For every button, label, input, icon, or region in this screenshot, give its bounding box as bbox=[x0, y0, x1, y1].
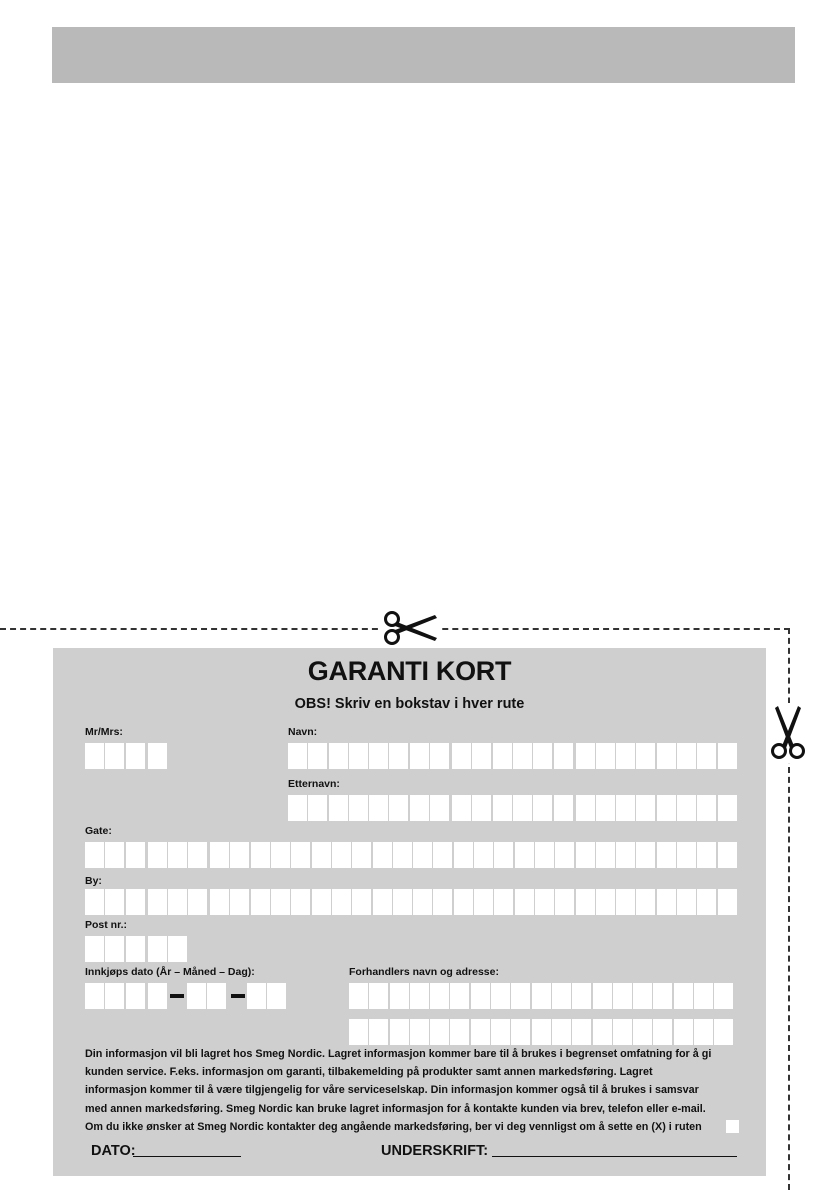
letter-box[interactable] bbox=[247, 983, 266, 1009]
letter-box[interactable] bbox=[697, 889, 716, 915]
letter-box[interactable] bbox=[148, 743, 167, 769]
letter-box[interactable] bbox=[653, 1019, 672, 1045]
letter-box[interactable] bbox=[126, 983, 145, 1009]
privacy-line: kunden service. F.eks. informasjon om garanti, tilbakemelding på produkter samt annen markedsføring. Lagret bbox=[85, 1066, 653, 1079]
letter-box[interactable] bbox=[410, 983, 429, 1009]
letter-box[interactable] bbox=[126, 936, 145, 962]
letter-box[interactable] bbox=[369, 983, 388, 1009]
letter-box[interactable] bbox=[312, 842, 331, 868]
letter-box[interactable] bbox=[552, 1019, 571, 1045]
postnr-label: Post nr.: bbox=[85, 919, 128, 931]
letter-box[interactable] bbox=[718, 743, 737, 769]
letter-box[interactable] bbox=[674, 983, 693, 1009]
navn-boxes[interactable] bbox=[288, 743, 738, 769]
letter-box[interactable] bbox=[718, 842, 737, 868]
letter-box[interactable] bbox=[471, 1019, 490, 1045]
letter-box[interactable] bbox=[493, 743, 512, 769]
letter-box[interactable] bbox=[369, 795, 388, 821]
letter-box[interactable] bbox=[576, 842, 595, 868]
letter-box[interactable] bbox=[513, 743, 532, 769]
letter-box[interactable] bbox=[555, 842, 574, 868]
purchase-month-boxes[interactable] bbox=[187, 983, 228, 1009]
letter-box[interactable] bbox=[515, 889, 534, 915]
letter-box[interactable] bbox=[85, 936, 104, 962]
letter-box[interactable] bbox=[593, 1019, 612, 1045]
letter-box[interactable] bbox=[450, 1019, 469, 1045]
letter-box[interactable] bbox=[308, 743, 327, 769]
letter-box[interactable] bbox=[390, 1019, 409, 1045]
letter-box[interactable] bbox=[493, 795, 512, 821]
letter-box[interactable] bbox=[148, 889, 167, 915]
letter-box[interactable] bbox=[188, 889, 207, 915]
letter-box[interactable] bbox=[187, 983, 206, 1009]
letter-box[interactable] bbox=[373, 889, 392, 915]
letter-box[interactable] bbox=[633, 983, 652, 1009]
marketing-optout-checkbox[interactable] bbox=[726, 1120, 739, 1133]
letter-box[interactable] bbox=[413, 889, 432, 915]
navn-label: Navn: bbox=[288, 726, 318, 738]
letter-box[interactable] bbox=[636, 889, 655, 915]
letter-box[interactable] bbox=[532, 1019, 551, 1045]
letter-box[interactable] bbox=[105, 743, 124, 769]
letter-box[interactable] bbox=[552, 983, 571, 1009]
letter-box[interactable] bbox=[148, 842, 167, 868]
letter-box[interactable] bbox=[596, 795, 615, 821]
letter-box[interactable] bbox=[452, 795, 471, 821]
letter-box[interactable] bbox=[694, 1019, 713, 1045]
dealer-boxes-line2[interactable] bbox=[349, 1019, 735, 1045]
letter-box[interactable] bbox=[593, 983, 612, 1009]
letter-box[interactable] bbox=[454, 889, 473, 915]
purchase-date-label: Innkjøps dato (År – Måned – Dag): bbox=[85, 966, 255, 978]
letter-box[interactable] bbox=[616, 743, 635, 769]
letter-box[interactable] bbox=[349, 795, 368, 821]
letter-box[interactable] bbox=[718, 889, 737, 915]
letter-box[interactable] bbox=[188, 842, 207, 868]
letter-box[interactable] bbox=[533, 795, 552, 821]
letter-box[interactable] bbox=[291, 889, 310, 915]
letter-box[interactable] bbox=[288, 743, 307, 769]
letter-box[interactable] bbox=[511, 983, 530, 1009]
postnr-boxes[interactable] bbox=[85, 936, 188, 962]
dato-line[interactable] bbox=[133, 1156, 241, 1157]
warranty-card bbox=[53, 648, 766, 1176]
letter-box[interactable] bbox=[511, 1019, 530, 1045]
letter-box[interactable] bbox=[491, 1019, 510, 1045]
letter-box[interactable] bbox=[349, 983, 368, 1009]
letter-box[interactable] bbox=[410, 743, 429, 769]
letter-box[interactable] bbox=[105, 889, 124, 915]
letter-box[interactable] bbox=[554, 743, 573, 769]
letter-box[interactable] bbox=[332, 889, 351, 915]
gate-boxes[interactable] bbox=[85, 842, 738, 868]
letter-box[interactable] bbox=[105, 983, 124, 1009]
letter-box[interactable] bbox=[657, 842, 676, 868]
privacy-line: med annen markedsføring. Smeg Nordic kan bruke lagret informasjon for å kontakte kunden via brev, telefon eller e-mail. bbox=[85, 1102, 706, 1115]
letter-box[interactable] bbox=[393, 842, 412, 868]
letter-box[interactable] bbox=[433, 842, 452, 868]
letter-box[interactable] bbox=[677, 795, 696, 821]
letter-box[interactable] bbox=[474, 842, 493, 868]
scissors-icon bbox=[380, 608, 440, 648]
privacy-line: informasjon kommer til å være tilgjengelig for våre serviceselskap. Din informasjon kommer også til å brukes i samsvar bbox=[85, 1084, 699, 1097]
letter-box[interactable] bbox=[332, 842, 351, 868]
purchase-year-boxes[interactable] bbox=[85, 983, 168, 1009]
letter-box[interactable] bbox=[694, 983, 713, 1009]
letter-box[interactable] bbox=[471, 983, 490, 1009]
letter-box[interactable] bbox=[430, 983, 449, 1009]
letter-box[interactable] bbox=[210, 842, 229, 868]
letter-box[interactable] bbox=[349, 743, 368, 769]
letter-box[interactable] bbox=[251, 842, 270, 868]
scissors-icon bbox=[768, 703, 808, 763]
letter-box[interactable] bbox=[572, 983, 591, 1009]
letter-box[interactable] bbox=[657, 743, 676, 769]
letter-box[interactable] bbox=[616, 795, 635, 821]
letter-box[interactable] bbox=[596, 743, 615, 769]
date-dash bbox=[231, 994, 245, 998]
letter-box[interactable] bbox=[126, 743, 145, 769]
letter-box[interactable] bbox=[535, 889, 554, 915]
letter-box[interactable] bbox=[674, 1019, 693, 1045]
letter-box[interactable] bbox=[369, 1019, 388, 1045]
letter-box[interactable] bbox=[491, 983, 510, 1009]
letter-box[interactable] bbox=[389, 795, 408, 821]
letter-box[interactable] bbox=[572, 1019, 591, 1045]
dealer-boxes-line1[interactable] bbox=[349, 983, 735, 1009]
letter-box[interactable] bbox=[697, 743, 716, 769]
letter-box[interactable] bbox=[472, 743, 491, 769]
etternavn-boxes[interactable] bbox=[288, 795, 738, 821]
letter-box[interactable] bbox=[390, 983, 409, 1009]
letter-box[interactable] bbox=[352, 889, 371, 915]
letter-box[interactable] bbox=[85, 889, 104, 915]
letter-box[interactable] bbox=[494, 889, 513, 915]
letter-box[interactable] bbox=[714, 983, 733, 1009]
letter-box[interactable] bbox=[329, 743, 348, 769]
letter-box[interactable] bbox=[85, 842, 104, 868]
letter-box[interactable] bbox=[168, 889, 187, 915]
letter-box[interactable] bbox=[207, 983, 226, 1009]
letter-box[interactable] bbox=[85, 983, 104, 1009]
letter-box[interactable] bbox=[329, 795, 348, 821]
letter-box[interactable] bbox=[616, 889, 635, 915]
letter-box[interactable] bbox=[636, 795, 655, 821]
letter-box[interactable] bbox=[369, 743, 388, 769]
card-title: GARANTI KORT bbox=[307, 656, 512, 686]
mrmrs-boxes[interactable] bbox=[85, 743, 168, 769]
letter-box[interactable] bbox=[677, 743, 696, 769]
letter-box[interactable] bbox=[105, 842, 124, 868]
letter-box[interactable] bbox=[677, 889, 696, 915]
letter-box[interactable] bbox=[126, 842, 145, 868]
letter-box[interactable] bbox=[271, 889, 290, 915]
header-bar bbox=[52, 27, 795, 83]
letter-box[interactable] bbox=[410, 795, 429, 821]
letter-box[interactable] bbox=[288, 795, 307, 821]
letter-box[interactable] bbox=[148, 936, 167, 962]
privacy-notice bbox=[85, 1045, 740, 1136]
letter-box[interactable] bbox=[472, 795, 491, 821]
dealer-label: Forhandlers navn og adresse: bbox=[349, 966, 499, 978]
purchase-day-boxes[interactable] bbox=[247, 983, 288, 1009]
letter-box[interactable] bbox=[636, 842, 655, 868]
letter-box[interactable] bbox=[450, 983, 469, 1009]
letter-box[interactable] bbox=[596, 842, 615, 868]
letter-box[interactable] bbox=[677, 842, 696, 868]
letter-box[interactable] bbox=[349, 1019, 368, 1045]
letter-box[interactable] bbox=[613, 983, 632, 1009]
letter-box[interactable] bbox=[168, 842, 187, 868]
mrmrs-label: Mr/Mrs: bbox=[85, 726, 123, 738]
dato-label: DATO: bbox=[91, 1143, 136, 1159]
letter-box[interactable] bbox=[210, 889, 229, 915]
letter-box[interactable] bbox=[515, 842, 534, 868]
letter-box[interactable] bbox=[230, 842, 249, 868]
privacy-line: Din informasjon vil bli lagret hos Smeg Nordic. Lagret informasjon kommer bare til å brukes i begrenset omfatning for å gi bbox=[85, 1048, 712, 1060]
letter-box[interactable] bbox=[126, 889, 145, 915]
letter-box[interactable] bbox=[410, 1019, 429, 1045]
by-boxes[interactable] bbox=[85, 889, 738, 915]
letter-box[interactable] bbox=[718, 795, 737, 821]
underskrift-line[interactable] bbox=[492, 1156, 737, 1157]
letter-box[interactable] bbox=[714, 1019, 733, 1045]
by-label: By: bbox=[85, 875, 102, 887]
letter-box[interactable] bbox=[532, 983, 551, 1009]
letter-box[interactable] bbox=[513, 795, 532, 821]
letter-box[interactable] bbox=[267, 983, 286, 1009]
letter-box[interactable] bbox=[616, 842, 635, 868]
letter-box[interactable] bbox=[657, 795, 676, 821]
letter-box[interactable] bbox=[633, 1019, 652, 1045]
letter-box[interactable] bbox=[230, 889, 249, 915]
letter-box[interactable] bbox=[697, 842, 716, 868]
date-dash bbox=[170, 994, 184, 998]
letter-box[interactable] bbox=[636, 743, 655, 769]
letter-box[interactable] bbox=[251, 889, 270, 915]
letter-box[interactable] bbox=[85, 743, 104, 769]
letter-box[interactable] bbox=[389, 743, 408, 769]
letter-box[interactable] bbox=[596, 889, 615, 915]
letter-box[interactable] bbox=[474, 889, 493, 915]
gate-label: Gate: bbox=[85, 825, 112, 837]
letter-box[interactable] bbox=[168, 936, 187, 962]
letter-box[interactable] bbox=[697, 795, 716, 821]
letter-box[interactable] bbox=[535, 842, 554, 868]
letter-box[interactable] bbox=[413, 842, 432, 868]
underskrift-label: UNDERSKRIFT: bbox=[381, 1143, 489, 1159]
letter-box[interactable] bbox=[576, 889, 595, 915]
letter-box[interactable] bbox=[308, 795, 327, 821]
letter-box[interactable] bbox=[533, 743, 552, 769]
letter-box[interactable] bbox=[555, 889, 574, 915]
letter-box[interactable] bbox=[430, 1019, 449, 1045]
etternavn-label: Etternavn: bbox=[288, 778, 340, 790]
letter-box[interactable] bbox=[657, 889, 676, 915]
letter-box[interactable] bbox=[105, 936, 124, 962]
privacy-line: Om du ikke ønsker at Smeg Nordic kontakter deg angående markedsføring, ber vi deg vennligst om å sette en (X) i ruten bbox=[85, 1120, 702, 1133]
letter-box[interactable] bbox=[452, 743, 471, 769]
card-subtitle: OBS! Skriv en bokstav i hver rute bbox=[294, 696, 525, 712]
letter-box[interactable] bbox=[352, 842, 371, 868]
letter-box[interactable] bbox=[613, 1019, 632, 1045]
letter-box[interactable] bbox=[430, 795, 449, 821]
letter-box[interactable] bbox=[554, 795, 573, 821]
letter-box[interactable] bbox=[430, 743, 449, 769]
letter-box[interactable] bbox=[433, 889, 452, 915]
letter-box[interactable] bbox=[271, 842, 290, 868]
letter-box[interactable] bbox=[291, 842, 310, 868]
letter-box[interactable] bbox=[576, 743, 595, 769]
letter-box[interactable] bbox=[653, 983, 672, 1009]
letter-box[interactable] bbox=[576, 795, 595, 821]
letter-box[interactable] bbox=[494, 842, 513, 868]
letter-box[interactable] bbox=[148, 983, 167, 1009]
letter-box[interactable] bbox=[454, 842, 473, 868]
letter-box[interactable] bbox=[373, 842, 392, 868]
letter-box[interactable] bbox=[393, 889, 412, 915]
letter-box[interactable] bbox=[312, 889, 331, 915]
